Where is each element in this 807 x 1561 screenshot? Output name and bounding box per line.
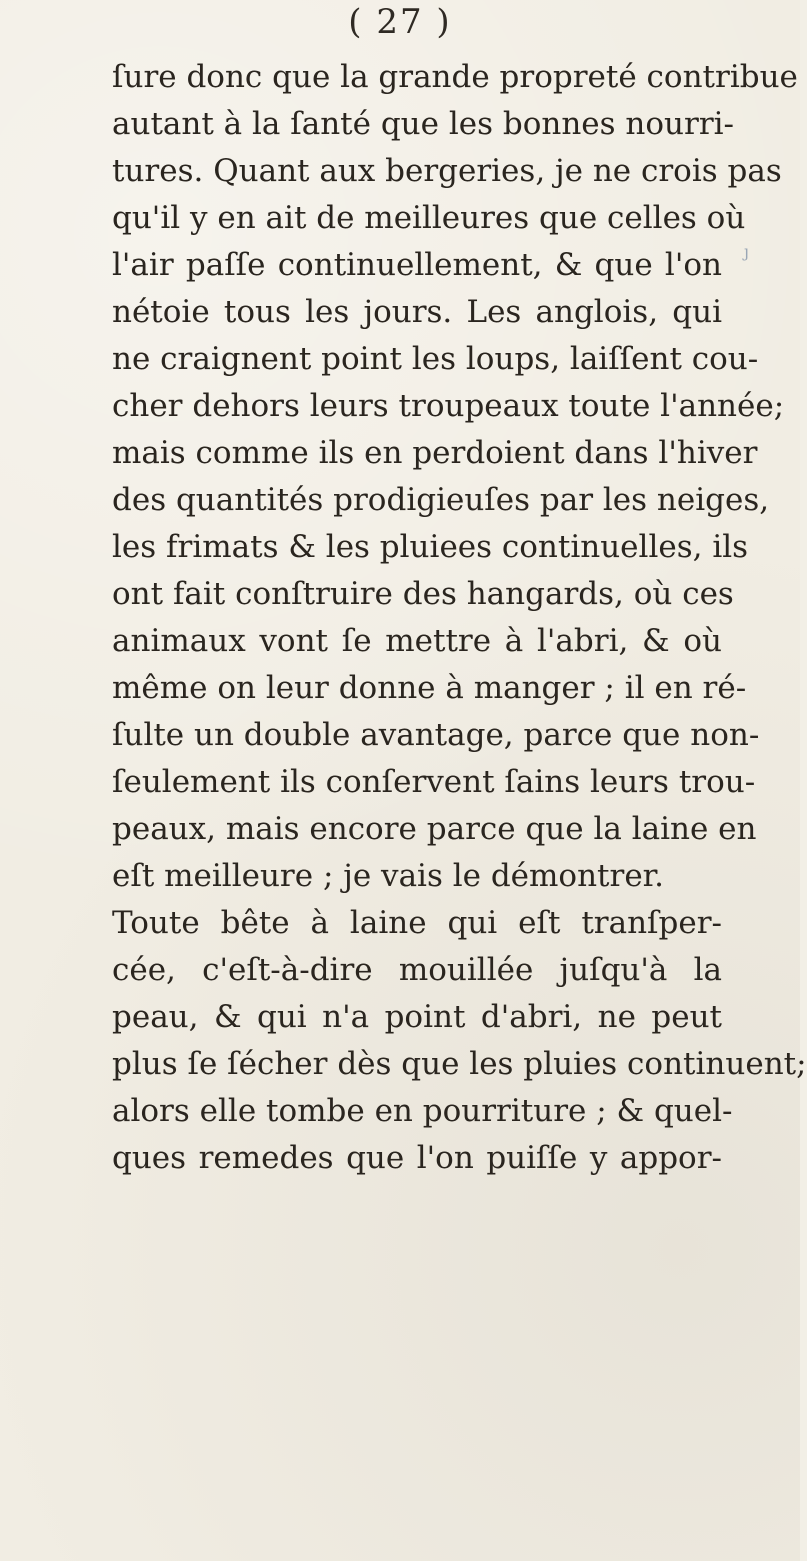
text-line: autant à la ſanté que les bonnes nourri- (112, 106, 735, 142)
margin-mark: ȷ (744, 242, 749, 261)
text-line: ne craignent point les loups, laiſſent cou- (112, 341, 759, 377)
text-line: eſt meilleure ; je vais le démontrer. (112, 858, 664, 894)
text-line: ſure donc que la grande propreté contribue (112, 59, 798, 95)
text-line: ſulte un double avantage, parce que non- (112, 717, 760, 753)
text-line: ques remedes que l'on puiſſe y appor- (112, 1140, 722, 1176)
text-line: qu'il y en ait de meilleures que celles où (112, 200, 746, 236)
text-line: nétoie tous les jours. Les anglois, qui (112, 294, 722, 330)
text-line: ſeulement ils conſervent ſains leurs trou- (112, 764, 756, 800)
text-line: les frimats & les pluiees continuelles, ils (112, 529, 749, 565)
text-line: l'air paſſe continuellement, & que l'on (112, 247, 722, 283)
text-line: peaux, mais encore parce que la laine en (112, 811, 757, 847)
body-text (112, 54, 807, 1182)
text-line: alors elle tombe en pourriture ; & quel- (112, 1093, 733, 1129)
text-line: animaux vont ſe mettre à l'abri, & où (112, 623, 722, 659)
text-line: mais comme ils en perdoient dans l'hiver (112, 435, 758, 471)
text-line: ont fait conſtruire des hangards, où ces (112, 576, 734, 612)
text-line: cher dehors leurs troupeaux toute l'année; (112, 388, 785, 424)
text-line: Toute bête à laine qui eſt tranſper- (112, 905, 722, 941)
text-line: tures. Quant aux bergeries, je ne crois pas (112, 153, 782, 189)
page-number: ( 27 ) (348, 2, 452, 42)
text-line: même on leur donne à manger ; il en ré- (112, 670, 747, 706)
text-line: des quantités prodigieuſes par les neiges, (112, 482, 770, 518)
text-line: cée, c'eſt-à-dire mouillée juſqu'à la (112, 952, 722, 988)
text-line: plus ſe ſécher dès que les pluies continuent; (112, 1046, 807, 1082)
text-line: peau, & qui n'a point d'abri, ne peut (112, 999, 722, 1035)
